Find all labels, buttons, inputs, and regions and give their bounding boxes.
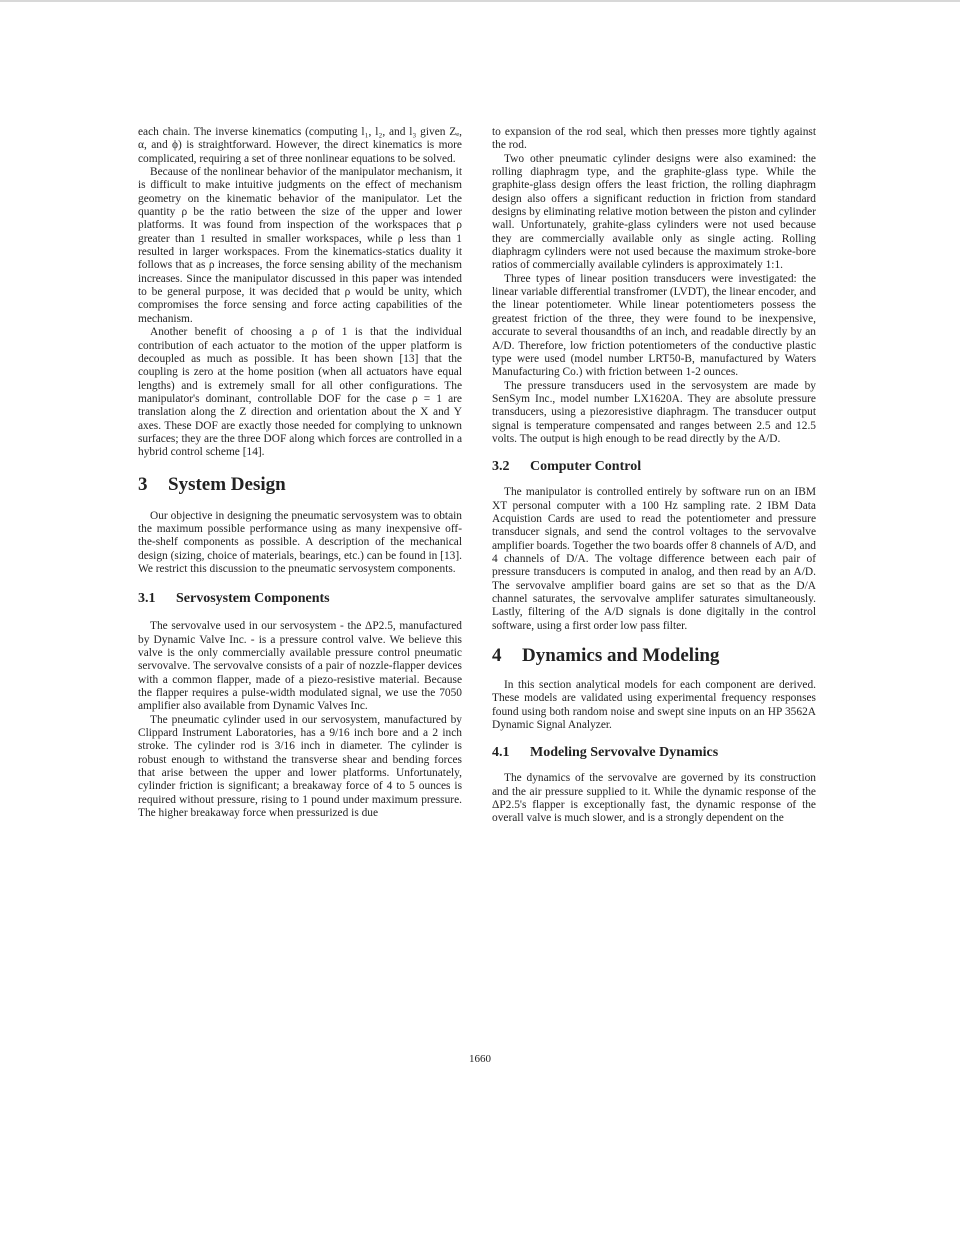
subsection-heading-3-1 (138, 590, 462, 608)
paragraph: Three types of linear position transducers were investigated: the linear variable differential transfromer (LVDT), the linear encoder, and the linear potentiometer. While linear potentiometers possess the greatest friction of the three, they were found to be inexpensive, accurate to several thousandths of an inch, and readable directly by an A/D. Therefore, low friction potentiometers of the conductive plastic type were used (model number LRT50-B, manufactured by Waters Manufacturing Co.) with friction between 1-2 ounces. (492, 272, 816, 379)
subsection-heading-4-1 (492, 744, 816, 762)
right-column (492, 126, 816, 826)
section-title: Dynamics and Modeling (522, 645, 720, 667)
section-number: 4 (492, 645, 502, 667)
section-number: 3 (138, 473, 148, 495)
paragraph: each chain. The inverse kinematics (computing l₁, l₂, and l₃ given Zₑ, α, and ϕ) is straightforward. However, the direct kinematics is more complicated, requiring a set of three nonlinear equations to be solved. (138, 126, 462, 165)
paragraph: The pneumatic cylinder used in our servosystem, manufactured by Clippard Instrument Laboratories, has a 9/16 inch bore and a 2 inch stroke. The cylinder rod is 3/16 inch in diameter. The cylinder is robust enough to withstand the transverse shear and bending forces that arise between the upper and lower platforms. Unfortunately, cylinder friction is significant; a breakaway force of 4 to 5 ounces is required without pressure, rising to 1 pound under maximum pressure. The higher breakaway force when pressurized is due (138, 713, 462, 820)
paragraph: Because of the nonlinear behavior of the manipulator mechanism, it is difficult to make intuitive judgments on the effect of mechanism geometry on the kinematic behavior of the manipulator. Let the quantity ρ be the ratio between the size of the upper and lower platforms. It was found from inspection of the workspaces that ρ greater than 1 resulted in smaller workspaces, while ρ less than 1 resulted in larger workspaces. From the kinematics-statics duality it follows that as ρ increases, the force sensing ability of the mechanism increases. Since the manipulator discussed in this paper was intended to be general purpose, it was decided that ρ would be unity, which compromises the force sensing and force acting capabilities of the mechanism. (138, 166, 462, 325)
paragraph: The dynamics of the servovalve are governed by its construction and the air pressure supplied to it. While the dynamic response of the ΔP2.5's flapper is exceptionally fast, the dynamic response of the overall valve is much slower, and is a strongly dependent on the (492, 772, 816, 825)
paragraph: Our objective in designing the pneumatic servosystem was to obtain the maximum possible performance using as many inexpensive off-the-shelf components as possible. A description of the mechanical design (sizing, choice of materials, bearings, etc.) can be found in [13]. We restrict this discussion to the pneumatic servosystem components. (138, 509, 462, 575)
subsection-number: 4.1 (492, 745, 510, 761)
section-title: System Design (168, 473, 286, 495)
subsection-title: Servosystem Components (176, 591, 330, 607)
paragraph: Two other pneumatic cylinder designs were also examined: the rolling diaphragm type, and the graphite-glass type. While the graphite-glass design offers the least friction, the rolling diaphragm design also offers a significant reduction in friction from standard designs by eliminating relative motion between the piston and cylinder wall. Unfortunately, grahite-glass cylinders were not used because they are commercially available only as single acting. Rolling diaphragm cylinders were not used because the maximum stroke-bore ratios of commercially available cylinders is approximately 1:1. (492, 152, 816, 272)
paragraph: The servovalve used in our servosystem - the ΔP2.5, manufactured by Dynamic Valve Inc. - is a pressure control valve. We believe this valve is the only commercially available pressure control pneumatic servovalve. The servovalve consists of a pair of nozzle-flapper devices with a common flapper, made of a piezo-resistive material. Because the flapper requires a pulse-width modulated signal, we use the 7050 amplifier also available from Dynamic Valves Inc. (138, 620, 462, 713)
paragraph: The manipulator is controlled entirely by software run on an IBM XT personal computer with a 100 Hz sampling rate. 2 IBM Data Acquistion Cards are used to read the potentiometer and pressure transducer signals, and send the control voltages to the servovalve amplifier boards. Together the two boards offer 8 channels of A/D, and 4 channels of D/A. The voltage difference between each pair of pressure transducers is computed in analog, and then read by an A/D. The servovalve amplifier board gains are set so that as the D/A channel saturates, the servovalve amplifer saturates simultaneously. Lastly, filtering of the A/D signals is done digitally in the control software, using a first order low pass filter. (492, 486, 816, 632)
subsection-number: 3.1 (138, 591, 156, 607)
subsection-number: 3.2 (492, 459, 510, 475)
section-heading-3 (138, 474, 462, 496)
paragraph: In this section analytical models for each component are derived. These models are validated using experimental frequency responses found using both random noise and swept sine inputs on an HP 3562A Dynamic Signal Analyzer. (492, 679, 816, 732)
subsection-title: Computer Control (530, 459, 642, 475)
subsection-heading-3-2 (492, 458, 816, 476)
paragraph: to expansion of the rod seal, which then presses more tightly against the rod. (492, 126, 816, 152)
paragraph: The pressure transducers used in the servosystem are made by SenSym Inc., model number LX1620A. They are absolute pressure transducers, using a piezoresistive diaphragm. The transducer output signal is temperature compensated and ranges between 2.5 and 12.5 volts. The output is high enough to be read directly by the A/D. (492, 379, 816, 445)
page-number: 1660 (469, 1053, 491, 1065)
section-heading-4 (492, 645, 816, 667)
paragraph: Another benefit of choosing a ρ of 1 is that the individual contribution of each actuator to the motion of the upper platform is decoupled as much as possible. It has been shown [13] that the coupling is zero at the home position (when all actuators have equal lengths) and is extremely small for all other configurations. The manipulator's dominant, controllable DOF for the case ρ = 1 are translation along the Z direction and orientation about the X and Y axes. These DOF are exactly those needed for complying to unknown surfaces; they are the three DOF along which forces are controlled in a hybrid control scheme [14]. (138, 326, 462, 459)
subsection-title: Modeling Servovalve Dynamics (530, 745, 719, 761)
left-column (138, 126, 462, 820)
top-border (0, 0, 960, 2)
